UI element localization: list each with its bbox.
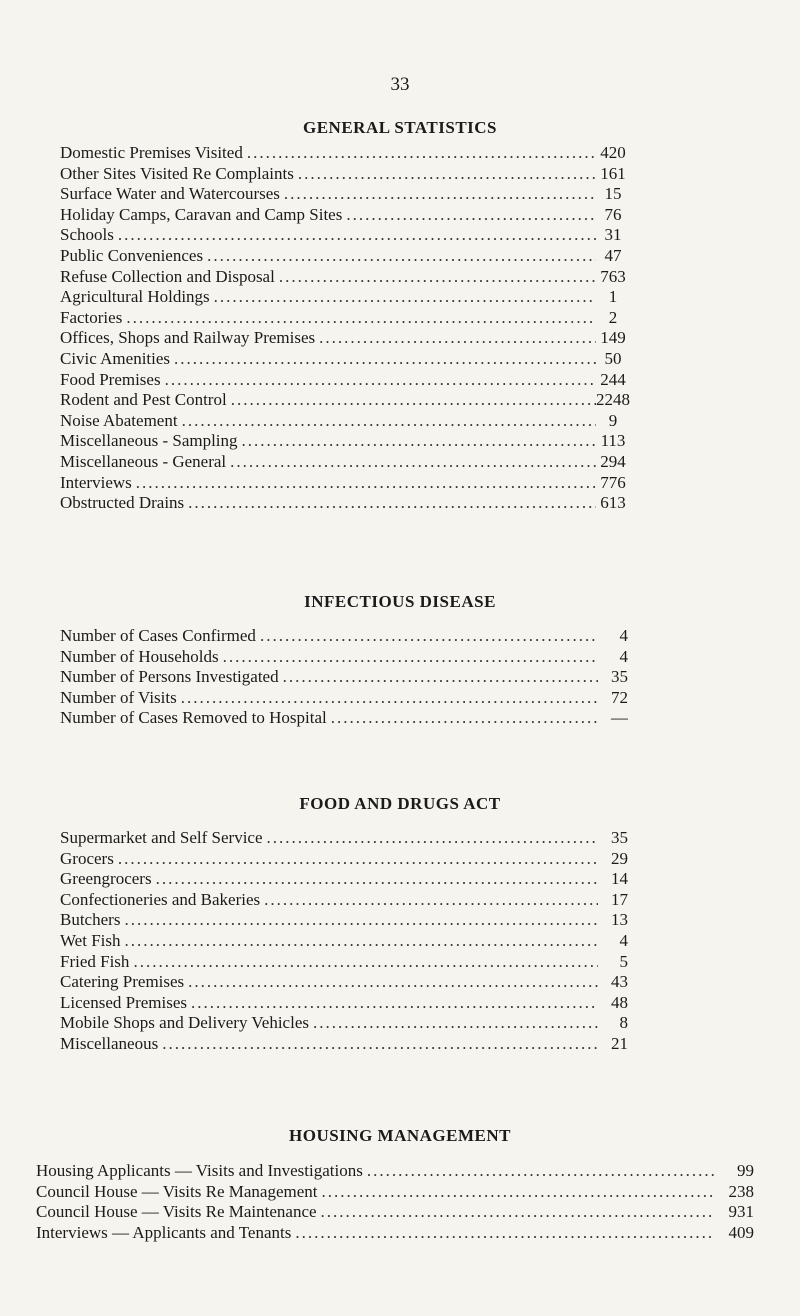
row-value: 4 xyxy=(619,626,628,645)
table-row xyxy=(60,1034,628,1055)
dot-leader xyxy=(126,308,596,329)
food-and-drugs-act-title: FOOD AND DRUGS ACT xyxy=(299,794,501,813)
table-row xyxy=(60,287,630,308)
table-row xyxy=(60,493,630,514)
dot-leader xyxy=(136,473,596,494)
housing-management-list xyxy=(36,1161,754,1243)
row-value: 1 xyxy=(608,287,618,307)
row-label: Number of Persons Investigated xyxy=(60,667,279,687)
table-row xyxy=(36,1161,754,1182)
row-value: 420 xyxy=(600,143,626,162)
table-row xyxy=(60,890,628,911)
row-label: Number of Households xyxy=(60,646,219,666)
row-label: Interviews xyxy=(60,472,132,492)
row-label: Miscellaneous xyxy=(60,1033,159,1053)
table-row xyxy=(60,667,628,688)
table-row xyxy=(60,473,630,494)
table-row xyxy=(60,993,628,1014)
dot-leader xyxy=(188,972,598,993)
table-row xyxy=(60,931,628,952)
row-label: Number of Cases Confirmed xyxy=(60,626,256,645)
row-label: Council House — Visits Re Maintenance xyxy=(36,1202,317,1222)
row-label: Interviews — Applicants and Tenants xyxy=(36,1222,292,1242)
dot-leader xyxy=(283,667,598,688)
row-value: 613 xyxy=(600,493,626,513)
row-value: — xyxy=(611,708,628,728)
row-value: 14 xyxy=(611,869,628,889)
dot-leader xyxy=(230,452,596,473)
table-row xyxy=(60,267,630,288)
dot-leader xyxy=(182,411,596,432)
table-row xyxy=(60,972,628,993)
row-label: Other Sites Visited Re Complaints xyxy=(60,163,294,183)
table-row xyxy=(60,370,630,391)
row-value: 8 xyxy=(619,1013,628,1033)
row-value: 15 xyxy=(604,184,622,204)
dot-leader xyxy=(207,246,596,267)
table-row xyxy=(60,647,628,668)
dot-leader xyxy=(125,931,599,952)
table-row xyxy=(36,1223,754,1244)
dot-leader xyxy=(247,143,596,164)
dot-leader xyxy=(118,849,598,870)
dot-leader xyxy=(367,1161,714,1182)
dot-leader xyxy=(260,626,598,647)
row-label: Food Premises xyxy=(60,369,161,389)
table-row xyxy=(60,910,628,931)
dot-leader xyxy=(284,184,596,205)
row-value: 4 xyxy=(619,930,628,950)
row-label: Number of Cases Removed to Hospital xyxy=(60,708,327,728)
dot-leader xyxy=(346,205,596,226)
table-row xyxy=(60,411,630,432)
dot-leader xyxy=(267,828,598,849)
row-label: Number of Visits xyxy=(60,687,177,707)
general-statistics-list xyxy=(60,143,630,514)
table-row xyxy=(60,452,630,473)
dot-leader xyxy=(264,890,598,911)
row-label: Refuse Collection and Disposal xyxy=(60,266,275,286)
table-row xyxy=(60,869,628,890)
dot-leader xyxy=(295,1223,714,1244)
infectious-disease-list xyxy=(60,626,628,729)
row-value: 763 xyxy=(600,266,626,286)
row-value: 2 xyxy=(608,307,618,327)
row-value: 294 xyxy=(600,451,626,471)
row-label: Agricultural Holdings xyxy=(60,287,210,307)
row-label: Catering Premises xyxy=(60,972,185,992)
table-row xyxy=(60,205,630,226)
row-label: Council House — Visits Re Management xyxy=(36,1181,318,1201)
row-value: 72 xyxy=(611,687,628,707)
row-value: 47 xyxy=(604,245,622,265)
table-row xyxy=(60,849,628,870)
table-row xyxy=(60,164,630,185)
dot-leader xyxy=(133,952,598,973)
row-label: Factories xyxy=(60,307,123,327)
table-row xyxy=(60,184,630,205)
row-value: 35 xyxy=(611,667,628,687)
table-row xyxy=(60,328,630,349)
dot-leader xyxy=(319,328,596,349)
table-row xyxy=(60,246,630,267)
dot-leader xyxy=(321,1202,714,1223)
dot-leader xyxy=(298,164,596,185)
food-and-drugs-act-list xyxy=(60,828,628,1055)
row-label: Grocers xyxy=(60,848,114,868)
dot-leader xyxy=(313,1013,598,1034)
dot-leader xyxy=(331,708,598,729)
row-value: 5 xyxy=(619,951,628,971)
row-value: 21 xyxy=(611,1033,628,1053)
dot-leader xyxy=(231,390,596,411)
row-value: 238 xyxy=(728,1181,754,1201)
row-value: 31 xyxy=(604,225,622,245)
row-value: 35 xyxy=(611,828,628,847)
table-row xyxy=(60,688,628,709)
row-label: Obstructed Drains xyxy=(60,493,185,513)
dot-leader xyxy=(279,267,596,288)
table-row xyxy=(60,390,630,411)
page-number: 33 xyxy=(390,74,410,95)
row-value: 113 xyxy=(600,431,626,451)
row-label: Miscellaneous - Sampling xyxy=(60,431,238,451)
row-label: Housing Applicants — Visits and Investigations xyxy=(36,1161,363,1180)
table-row xyxy=(60,431,630,452)
dot-leader xyxy=(191,993,598,1014)
row-label: Holiday Camps, Caravan and Camp Sites xyxy=(60,204,343,224)
general-statistics-title: GENERAL STATISTICS xyxy=(302,118,498,137)
row-label: Supermarket and Self Service xyxy=(60,828,263,847)
dot-leader xyxy=(165,370,596,391)
row-label: Confectioneries and Bakeries xyxy=(60,889,261,909)
row-value: 161 xyxy=(600,163,626,183)
row-value: 9 xyxy=(608,410,618,430)
table-row xyxy=(60,225,630,246)
dot-leader xyxy=(188,493,596,514)
table-row xyxy=(60,626,628,647)
row-value: 931 xyxy=(728,1202,754,1222)
infectious-disease-title: INFECTIOUS DISEASE xyxy=(304,592,496,611)
row-value: 43 xyxy=(611,972,628,992)
dot-leader xyxy=(124,910,598,931)
row-label: Butchers xyxy=(60,910,121,930)
row-label: Rodent and Pest Control xyxy=(60,390,227,410)
table-row xyxy=(36,1202,754,1223)
table-row xyxy=(60,952,628,973)
row-label: Civic Amenities xyxy=(60,348,171,368)
row-value: 76 xyxy=(604,204,622,224)
row-value: 99 xyxy=(737,1161,754,1180)
row-label: Miscellaneous - General xyxy=(60,451,227,471)
table-row xyxy=(60,349,630,370)
table-row xyxy=(36,1182,754,1203)
dot-leader xyxy=(118,225,596,246)
row-value: 48 xyxy=(611,992,628,1012)
housing-management-title: HOUSING MANAGEMENT xyxy=(289,1126,511,1145)
dot-leader xyxy=(223,647,598,668)
table-row xyxy=(60,708,628,729)
row-label: Wet Fish xyxy=(60,930,121,950)
row-label: Schools xyxy=(60,225,114,245)
row-label: Licensed Premises xyxy=(60,992,187,1012)
row-value: 50 xyxy=(604,348,622,368)
table-row xyxy=(60,308,630,329)
row-label: Greengrocers xyxy=(60,869,152,889)
dot-leader xyxy=(214,287,596,308)
row-value: 2248 xyxy=(596,390,630,410)
row-label: Noise Abatement xyxy=(60,410,178,430)
row-label: Offices, Shops and Railway Premises xyxy=(60,328,316,348)
row-label: Fried Fish xyxy=(60,951,130,971)
row-label: Domestic Premises Visited xyxy=(60,143,243,162)
row-value: 776 xyxy=(600,472,626,492)
row-value: 244 xyxy=(600,369,626,389)
row-value: 29 xyxy=(611,848,628,868)
row-label: Public Conveniences xyxy=(60,245,204,265)
dot-leader xyxy=(322,1182,715,1203)
row-label: Surface Water and Watercourses xyxy=(60,184,280,204)
dot-leader xyxy=(174,349,596,370)
row-value: 4 xyxy=(619,646,628,666)
row-value: 409 xyxy=(728,1222,754,1242)
table-row xyxy=(60,143,630,164)
row-value: 17 xyxy=(611,889,628,909)
dot-leader xyxy=(162,1034,598,1055)
dot-leader xyxy=(242,431,596,452)
row-value: 13 xyxy=(611,910,628,930)
dot-leader xyxy=(156,869,598,890)
dot-leader xyxy=(181,688,598,709)
row-label: Mobile Shops and Delivery Vehicles xyxy=(60,1013,309,1033)
row-value: 149 xyxy=(600,328,626,348)
table-row xyxy=(60,1013,628,1034)
table-row xyxy=(60,828,628,849)
